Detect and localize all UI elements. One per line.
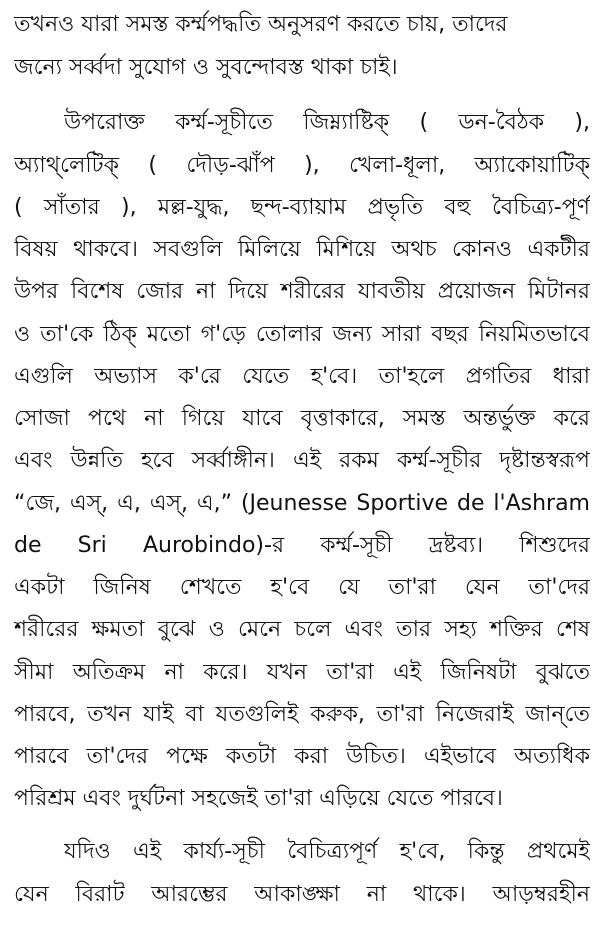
text-line-2: জন্যে সর্ব্বদা সুযোগ ও সুবন্দোবস্ত থাকা চাই। [14, 55, 398, 80]
text-line-7: উপর বিশেষ জোর না দিয়ে শরীরের যাবতীয় প্রয়োজন মিটানর [14, 279, 590, 304]
text-line-10: সোজা পথে না গিয়ে যাবে বৃত্তাকারে, সমস্ত অন্তর্ভুক্ত করে [14, 406, 590, 431]
text-line-21: যেন বিরাট আরম্ভের আকাঙ্ক্ষা না থাকে। আড়ম্বরহীন [14, 882, 590, 907]
text-line-11: এবং উন্নতি হবে সর্ব্বাঙ্গীন। এই রকম কর্ম্ম-সূচীর দৃষ্টান্তস্বরূপ [14, 448, 590, 473]
text-line-13: de Sri Aurobindo)-র কর্ম্ম-সূচী দ্রষ্টব্য। শিশুদের [14, 533, 590, 558]
text-line-1: তখনও যারা সমস্ত কর্ম্মপদ্ধতি অনুসরণ করতে চায়, তাদের [14, 12, 508, 37]
text-line-20: যদিও এই কার্য্য-সূচী বৈচিত্র্যপূর্ণ হ'বে, কিন্তু প্রথমেই [64, 839, 590, 864]
text-line-14: একটা জিনিষ শেখতে হ'বে যে তা'রা যেন তা'দের [14, 575, 590, 600]
text-line-8: ও তা'কে ঠিক্ মতো গ'ড়ে তোলার জন্য সারা বছর নিয়মিতভাবে [14, 322, 590, 347]
text-line-6: বিষয় থাকবে। সবগুলি মিলিয়ে মিশিয়ে অথচ কোনও একটীর [14, 237, 590, 262]
text-line-18: পারবে তা'দের পক্ষে কতটা করা উচিত। এইভাবে অত্যধিক [14, 744, 590, 769]
text-line-12: “জে, এস্, এ, এস্, এ,” (Jeunesse Sportive de l'Ashram [14, 491, 590, 516]
text-line-19: পরিশ্রম এবং দুর্ঘটনা সহজেই তা'রা এড়িয়ে যেতে পারবে। [14, 786, 503, 811]
text-line-17: পারবে, তখন যাই বা যতগুলিই করুক, তা'রা নিজেরাই জান্‌তে [14, 702, 590, 727]
text-line-5: ( সাঁতার ), মল্ল-যুদ্ধ, ছন্দ-ব্যায়াম প্রভৃতি বহু বৈচিত্র্য-পূর্ণ [14, 195, 590, 220]
text-line-3: উপরোক্ত কর্ম্ম-সূচীতে জিম্ন্যাষ্টিক্ ( ডন-বৈঠক ), [64, 110, 590, 135]
text-line-16: সীমা অতিক্রম না করে। যখন তা'রা এই জিনিষটা বুঝতে [14, 660, 590, 685]
text-line-4: অ্যাথ্‌লেটিক্ ( দৌড়-ঝাঁপ ), খেলা-ধূলা, অ্যাকোয়াটিক্ [14, 153, 590, 178]
text-line-9: এগুলি অভ্যাস ক'রে যেতে হ'বে। তা'হলে প্রগতির ধারা [14, 364, 590, 389]
text-line-15: শরীরের ক্ষমতা বুঝে ও মেনে চলে এবং তার সহ্য শক্তির শেষ [14, 617, 590, 642]
